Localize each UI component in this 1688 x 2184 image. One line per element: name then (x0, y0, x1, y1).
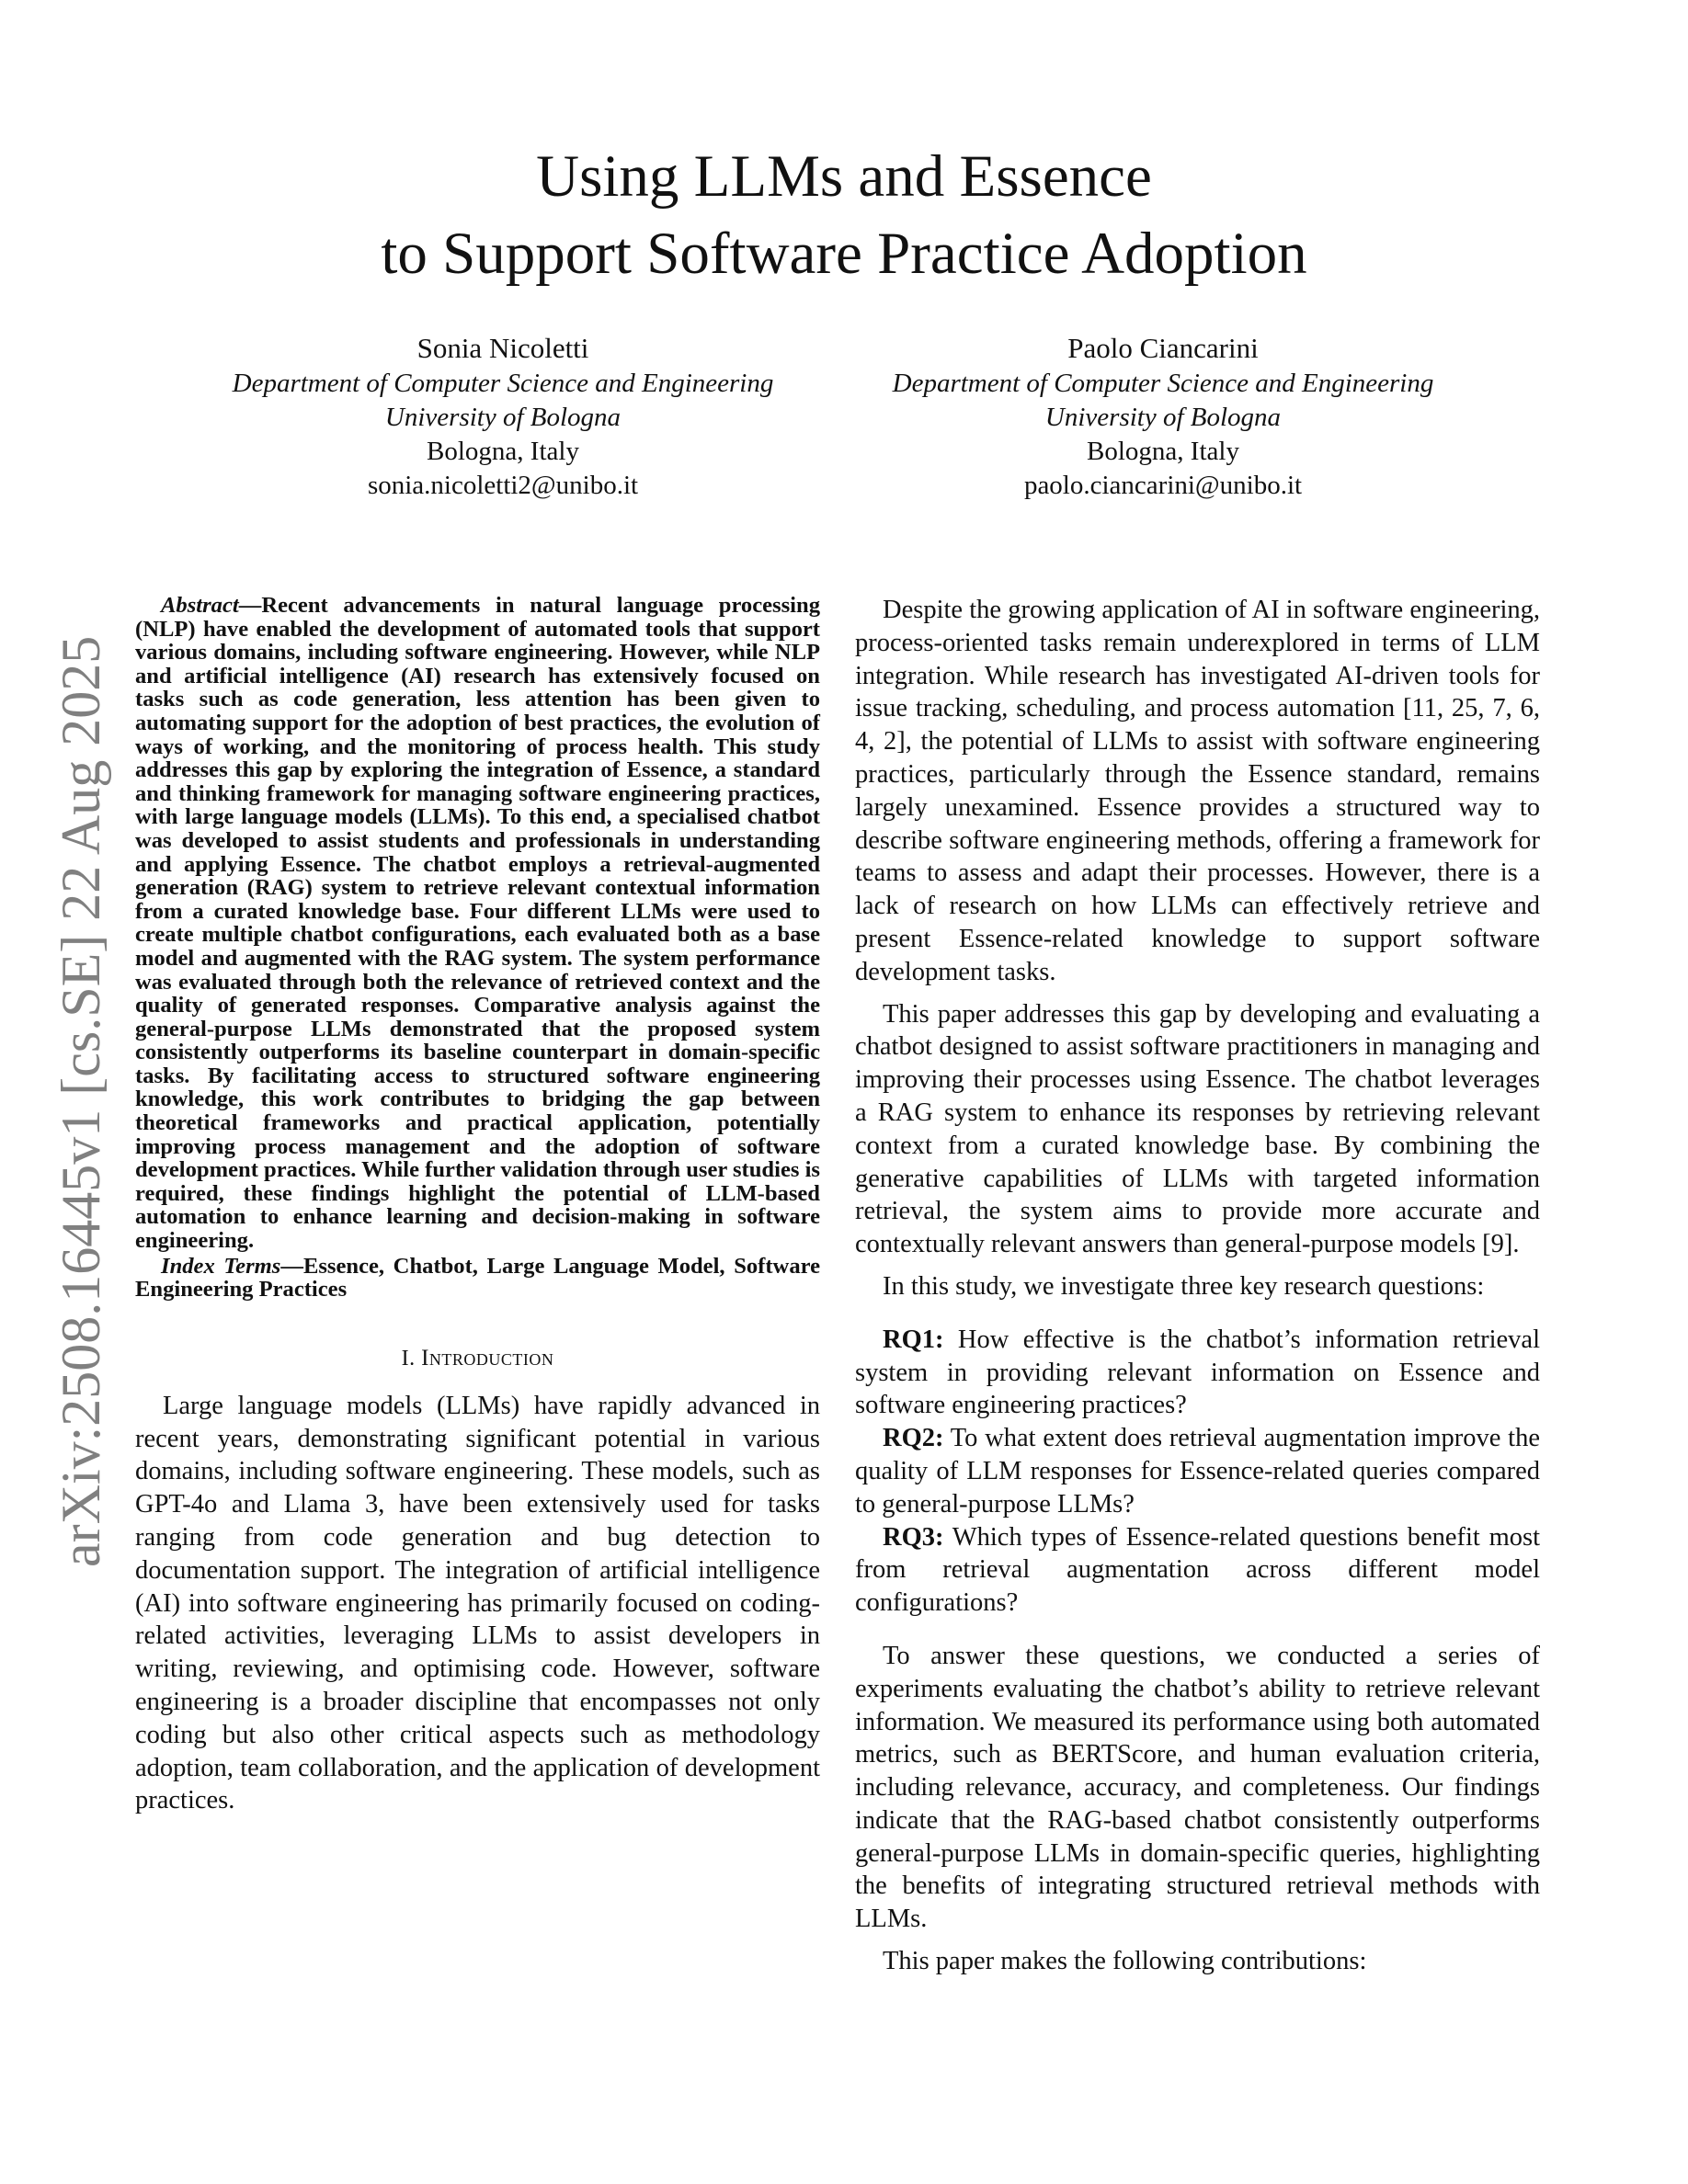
rq-text: Which types of Essence-related questions benefit most from retrieval augmentation across different model configurations? (855, 1522, 1540, 1618)
author-university: University of Bologna (384, 403, 622, 432)
author-email: paolo.ciancarini@unibo.it (1023, 471, 1303, 500)
rq-label: RQ1: (883, 1325, 944, 1354)
abstract-lead: Abstract (161, 593, 239, 618)
research-question-2 (855, 1422, 1540, 1520)
author-block-1 (172, 331, 834, 503)
paper-title (0, 138, 1688, 292)
title-line-1: Using LLMs and Essence (536, 143, 1152, 210)
spacer (855, 1303, 1540, 1324)
author-name: Sonia Nicoletti (416, 332, 589, 364)
author-department: Department of Computer Science and Engineering (232, 369, 774, 398)
right-paragraph-3: In this study, we investigate three key research questions: (883, 1271, 1485, 1301)
rq-text: To what extent does retrieval augmentation improve the quality of LLM responses for Essence-related queries compared to general-purpose LLMs? (855, 1424, 1540, 1519)
index-terms (135, 1255, 820, 1302)
intro-paragraph-1: Large language models (LLMs) have rapidly advanced in recent years, demonstrating significant potential in various domains, including software engineering. These models, such as GPT-4o and Llama 3, have been extensively used for tasks ranging from code generation and bug detection to documentation support. The integration of artificial intelligence (AI) into software engineering has primarily focused on coding-related activities, leveraging LLMs to assist developers in writing, reviewing, and optimising code. However, software engineering is a broader discipline that encompasses not only coding but also other critical aspects such as methodology adoption, team collaboration, and the application of development practices. (135, 1391, 820, 1815)
arxiv-stamp: arXiv:2508.16445v1 [cs.SE] 22 Aug 2025 (51, 635, 111, 1567)
research-question-1 (855, 1324, 1540, 1422)
index-terms-text: —Essence, Chatbot, Large Language Model, Software Engineering Practices (135, 1253, 820, 1302)
right-paragraph-1: Despite the growing application of AI in software engineering, process-oriented tasks remain underexplored in terms of LLM integration. While research has investigated AI-driven tools for issue tracking, scheduling, and process automation [11, 25, 7, 6, 4, 2], the potential of LLMs to assist with software engineering practices, particularly through the Essence standard, remains largely unexamined. Essence provides a structured way to describe software engineering methods, offering a framework for teams to assess and adapt their processes. However, there is a lack of research on how LLMs can effectively retrieve and present Essence-related knowledge to support software development tasks. (855, 596, 1540, 986)
right-paragraph-5: This paper makes the following contributions: (883, 1947, 1367, 1976)
section-heading-introduction (135, 1346, 820, 1371)
author-city: Bologna, Italy (1087, 437, 1239, 466)
rq-text: How effective is the chatbot’s information retrieval system in providing relevant information on Essence and software engineering practices? (855, 1325, 1540, 1420)
rq-label: RQ3: (883, 1522, 944, 1552)
author-university: University of Bologna (1044, 403, 1282, 432)
author-city: Bologna, Italy (427, 437, 579, 466)
abstract-text: —Recent advancements in natural language processing (NLP) have enabled the development of automated tools that support various domains, including software engineering. However, while NLP and artificial intelligence (AI) research has extensively focused on tasks such as code generation, less attention has been given to automating support for the adoption of best practices, the evolution of ways of working, and the monitoring of process health. This study addresses this gap by exploring the integration of Essence, a standard and thinking framework for managing software engineering practices, with large language models (LLMs). To this end, a specialised chatbot was developed to assist students and professionals in understanding and applying Essence. The chatbot employs a retrieval-augmented generation (RAG) system to retrieve relevant contextual information from a curated knowledge base. Four different LLMs were used to create multiple chatbot configurations, each evaluated both as a base model and augmented with the RAG system. The system performance was evaluated through both the relevance of retrieved context and the quality of generated responses. Comparative analysis against the general-purpose LLMs demonstrated that the proposed system consistently outperforms its baseline counterpart in domain-specific tasks. By facilitating access to structured software engineering knowledge, this work contributes to bridging the gap between theoretical frameworks and practical application, potentially improving process management and the adoption of software development practices. While further validation through user studies is required, these findings highlight the potential of LLM-based automation to enhance learning and decision-making in software engineering. (135, 593, 820, 1254)
title-line-2: to Support Software Practice Adoption (381, 221, 1307, 287)
rq-label: RQ2: (883, 1424, 944, 1453)
right-paragraph-2: This paper addresses this gap by developing and evaluating a chatbot designed to assist software practitioners in managing and improving their processes using Essence. The chatbot leverages a RAG system to enhance its responses by retrieving relevant context from a curated knowledge base. By combining the generative capabilities of LLMs with targeted information retrieval, the system aims to provide more accurate and contextually relevant answers than general-purpose models [9]. (855, 999, 1540, 1259)
section-title: Introduction (421, 1345, 554, 1371)
author-department: Department of Computer Science and Engineering (892, 369, 1434, 398)
index-terms-lead: Index Terms (161, 1253, 281, 1279)
abstract (135, 594, 820, 1253)
right-paragraph-4: To answer these questions, we conducted a series of experiments evaluating the chatbot’s ability to retrieve relevant information. We measured its performance using both automated metrics, such as BERTScore, and human evaluation criteria, including relevance, accuracy, and completeness. Our findings indicate that the RAG-based chatbot consistently outperforms general-purpose LLMs in domain-specific queries, highlighting the benefits of integrating structured retrieval methods with LLMs. (855, 1641, 1540, 1934)
author-email: sonia.nicoletti2@unibo.it (367, 471, 639, 500)
section-number: I. (401, 1346, 422, 1371)
research-question-3 (855, 1521, 1540, 1620)
author-block-2 (832, 331, 1494, 503)
author-name: Paolo Ciancarini (1067, 332, 1259, 364)
spacer (855, 1620, 1540, 1640)
left-column (135, 594, 820, 1817)
right-column (855, 594, 1540, 1978)
